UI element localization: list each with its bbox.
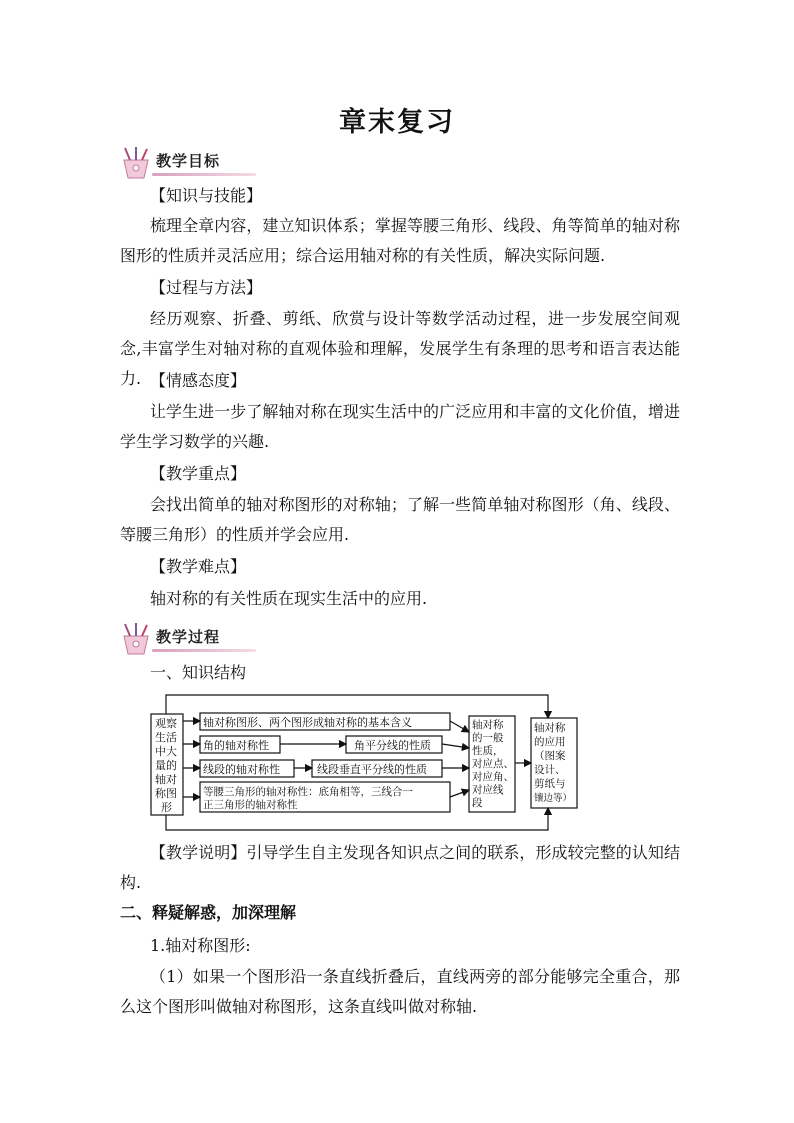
diagram-left-text-5: 轴对 bbox=[155, 773, 177, 786]
diagram-row3a-text: 线段的轴对称性 bbox=[203, 763, 280, 776]
diagram-right-text-6: 镶边等） bbox=[534, 793, 573, 804]
diagram-mid-text-1: 轴对称 bbox=[472, 719, 504, 731]
diagram-row1-text: 轴对称图形、两个图形成轴对称的基本含义 bbox=[203, 716, 412, 729]
diagram-right-text-1: 轴对称 bbox=[534, 722, 566, 734]
diagram-left-text-2: 生活 bbox=[155, 731, 177, 744]
heading-difficulties: 【教学难点】 bbox=[150, 557, 247, 576]
diagram-right-text-5: 剪纸与 bbox=[534, 778, 566, 790]
page-title: 章末复习 bbox=[339, 107, 455, 138]
diagram-row4-line1: 等腰三角形的轴对称性：底角相等，三线合一 bbox=[203, 786, 413, 798]
paragraph-definition: （1）如果一个图形沿一条直线折叠后，直线两旁的部分能够完全重合，那么这个图形叫做轴对称图形，这条直线叫做对称轴. bbox=[120, 967, 680, 1016]
diagram-right-text-3: （图案 bbox=[534, 750, 566, 762]
diagram-mid-text-5: 对应角、 bbox=[472, 771, 514, 783]
diagram-mid-text-4: 对应点、 bbox=[472, 758, 514, 770]
heading-method: 【过程与方法】 bbox=[150, 278, 263, 297]
subheading-clarify: 二、释疑解惑，加深理解 bbox=[120, 903, 297, 922]
diagram-mid-text-7: 段 bbox=[472, 797, 483, 809]
paragraph-attitude: 让学生进一步了解轴对称在现实生活中的广泛应用和丰富的文化价值，增进学生学习数学的兴趣. bbox=[120, 402, 680, 451]
diagram-row2a-text: 角的轴对称性 bbox=[203, 739, 269, 752]
subheading-knowledge-structure: 一、知识结构 bbox=[150, 663, 247, 682]
diagram-row2b-text: 角平分线的性质 bbox=[354, 739, 431, 752]
paragraph-method: 经历观察、折叠、剪纸、欣赏与设计等数学活动过程，进一步发展空间观念,丰富学生对轴对称的直观体验和理解，发展学生有条理的思考和语言表达能力. bbox=[120, 309, 680, 388]
diagram-row3b-text: 线段垂直平分线的性质 bbox=[317, 763, 427, 776]
diagram-row4-line2: 正三角形的轴对称性 bbox=[203, 799, 298, 811]
paragraph-key-points: 会找出简单的轴对称图形的对称轴；了解一些简单轴对称图形（角、线段、等腰三角形）的性质并学会应用. bbox=[120, 495, 680, 544]
paragraph-knowledge: 梳理全章内容，建立知识体系；掌握等腰三角形、线段、角等简单的轴对称图形的性质并灵活应用；综合运用轴对称的有关性质，解决实际问题. bbox=[120, 216, 680, 265]
diagram-left-text-1: 观察 bbox=[155, 717, 177, 730]
diagram-left-text-4: 量的 bbox=[155, 759, 177, 772]
item-axis-symmetric-figure: 1.轴对称图形: bbox=[150, 936, 251, 955]
diagram-mid-text-3: 性质， bbox=[472, 745, 504, 757]
diagram-left-text-7: 形 bbox=[161, 801, 172, 814]
paragraph-teaching-note: 【教学说明】引导学生自主发现各知识点之间的联系，形成较完整的认知结构. bbox=[120, 843, 680, 892]
diagram-left-text-6: 称图 bbox=[155, 787, 177, 800]
diagram-right-text-4: 设计、 bbox=[534, 764, 566, 776]
section-title-process: 教学过程 bbox=[156, 628, 221, 646]
diagram-mid-text-2: 的一般 bbox=[472, 732, 504, 744]
paragraph-difficulties: 轴对称的有关性质在现实生活中的应用. bbox=[150, 589, 428, 608]
diagram-left-text-3: 中大 bbox=[155, 745, 177, 758]
diagram-right-text-2: 的应用 bbox=[534, 736, 566, 748]
heading-attitude: 【情感态度】 bbox=[150, 371, 247, 390]
heading-knowledge: 【知识与技能】 bbox=[150, 186, 263, 205]
diagram-mid-text-6: 对应线 bbox=[472, 784, 504, 796]
heading-key-points: 【教学重点】 bbox=[150, 464, 247, 483]
section-title-goals: 教学目标 bbox=[156, 152, 221, 170]
